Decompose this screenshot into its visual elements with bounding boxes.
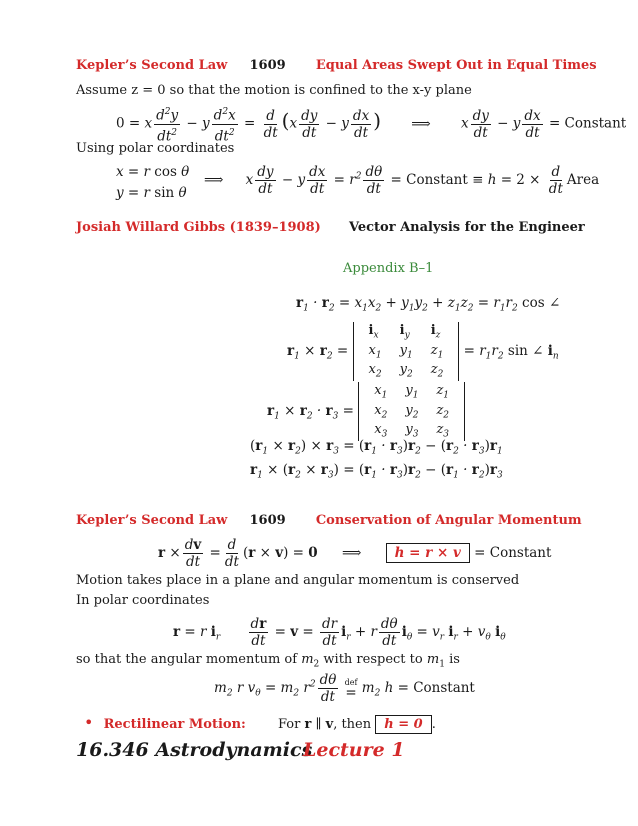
bullet-label: Rectilinear Motion: <box>103 717 246 732</box>
boxed-angular-momentum: h = r × v <box>386 543 470 563</box>
section1-title: Kepler’s Second Law <box>76 58 228 73</box>
boxed-h-zero: h = 0 <box>375 715 431 734</box>
equation-x-polar: x = r cos θ <box>116 164 190 180</box>
footer-course: 16.346 Astrodynamics <box>76 739 313 761</box>
section3-year: 1609 <box>249 513 286 528</box>
section1-intro: Assume z = 0 so that the motion is confined to the x-y plane <box>76 83 472 98</box>
equation-y-polar: y = r sin θ <box>116 185 187 201</box>
section2-header <box>76 220 585 235</box>
constant-label-3: Constant <box>489 545 552 561</box>
equation-cross-product: $r_1 \times r_2$ = $i_x$ $i_y$ $i_z$ $x_1$ $y_1$ $z_1$ $x_2$ $y_2$ $z_2$ = $r_1r_2$ sin ∠ $i_n$ <box>287 323 559 380</box>
constant-label-1: Constant <box>564 115 627 132</box>
section3-title: Kepler’s Second Law <box>76 513 228 528</box>
bullet-icon: • <box>84 713 94 732</box>
equation-area-rate: ⟹ x $\frac{dy}{dt}$ − y $\frac{dx}{dt}$ = $r^2$ $\frac{d\theta}{dt}$ = Constant ≡ h = 2 × $\frac{d}{dt}$ Area <box>204 164 600 197</box>
equation-polar-velocity: r = r $i_r$ $\frac{dr}{dt}$ = v = $\frac{dr}{dt}$ $i_r + r$ $\frac{d\theta}{dt}$ $i_\theta = v_r$ $i_r + v_\theta$ $i_\theta$ <box>173 616 506 649</box>
section2-title: Josiah Willard Gibbs (1839–1908) <box>76 220 321 235</box>
section2-subtitle: Vector Analysis for the Engineer <box>348 220 585 235</box>
section1-subtitle: Equal Areas Swept Out in Equal Times <box>315 58 597 73</box>
appendix-label: Appendix B–1 <box>343 261 434 276</box>
section1-polar-intro: Using polar coordinates <box>76 141 235 156</box>
section3-subtitle: Conservation of Angular Momentum <box>315 513 582 528</box>
section3-line1: Motion takes place in a plane and angular momentum is conserved <box>76 573 520 588</box>
area-label: Area <box>566 172 600 188</box>
footer-lecture: Lecture 1 <box>303 739 405 761</box>
equation-vector-triple-2: $r_1 \times (r_2 \times r_3) = (r_1 \cdot r_3)r_2 - (r_1 \cdot r_2)r_3$ <box>250 462 503 481</box>
section1-year: 1609 <box>249 58 286 73</box>
equation-angular-momentum: r × $\frac{dv}{dt}$ = $\frac{d}{dt}$ (r × v) = 0 ⟹ h = r × v = Constant <box>158 537 552 570</box>
equation-kepler-cartesian: 0 = x $\frac{d^2y}{dt^2}$ − y $\frac{d^2x}{dt^2}$ = $\frac{d}{dt}$ (x $\frac{dy}{dt}$ − y $\frac{dx}{dt}$ ) ⟹ x $\frac{dy}{dt}$ − y $\frac{dx}{dt}$ = Constant <box>116 104 626 144</box>
cross-product-determinant: $i_x$ $i_y$ $i_z$ $x_1$ $y_1$ $z_1$ $x_2$ $y_2$ $z_2$ <box>353 322 460 381</box>
triple-product-determinant: $x_1$ $y_1$ $z_1$ $x_2$ $y_2$ $z_2$ $x_3$ $y_3$ $z_3$ <box>358 382 465 441</box>
equation-vector-triple-1: $(r_1 \times r_2) \times r_3 = (r_1 \cdot r_3)r_2 - (r_2 \cdot r_3)r_1$ <box>250 438 503 457</box>
section3-line2: In polar coordinates <box>76 593 210 608</box>
equation-dot-product: $r_1 \cdot r_2 = x_1x_2 + y_1y_2 + z_1z_2 = r_1r_2$ cos ∠ <box>296 295 561 314</box>
constant-label-2: Constant <box>406 172 468 188</box>
section3-header <box>76 513 582 528</box>
section3-line3: so that the angular momentum of $m_2$ with respect to $m_1$ is <box>76 652 460 670</box>
constant-label-4: Constant <box>413 680 475 696</box>
equation-angular-momentum-polar: $m_2$ r $v_\theta = m_2$ $r^2$ $\frac{d\theta}{dt}$ def = $m_2$ h = Constant <box>214 672 475 705</box>
equation-triple-product: $r_1 \times r_2 \cdot r_3$ = $x_1$ $y_1$ $z_1$ $x_2$ $y_2$ $z_2$ $x_3$ $y_3$ $z_3$ <box>267 382 465 441</box>
rectilinear-bullet: • Rectilinear Motion: For r ∥ v, then h = 0 . <box>84 713 436 732</box>
section1-header <box>76 58 597 73</box>
